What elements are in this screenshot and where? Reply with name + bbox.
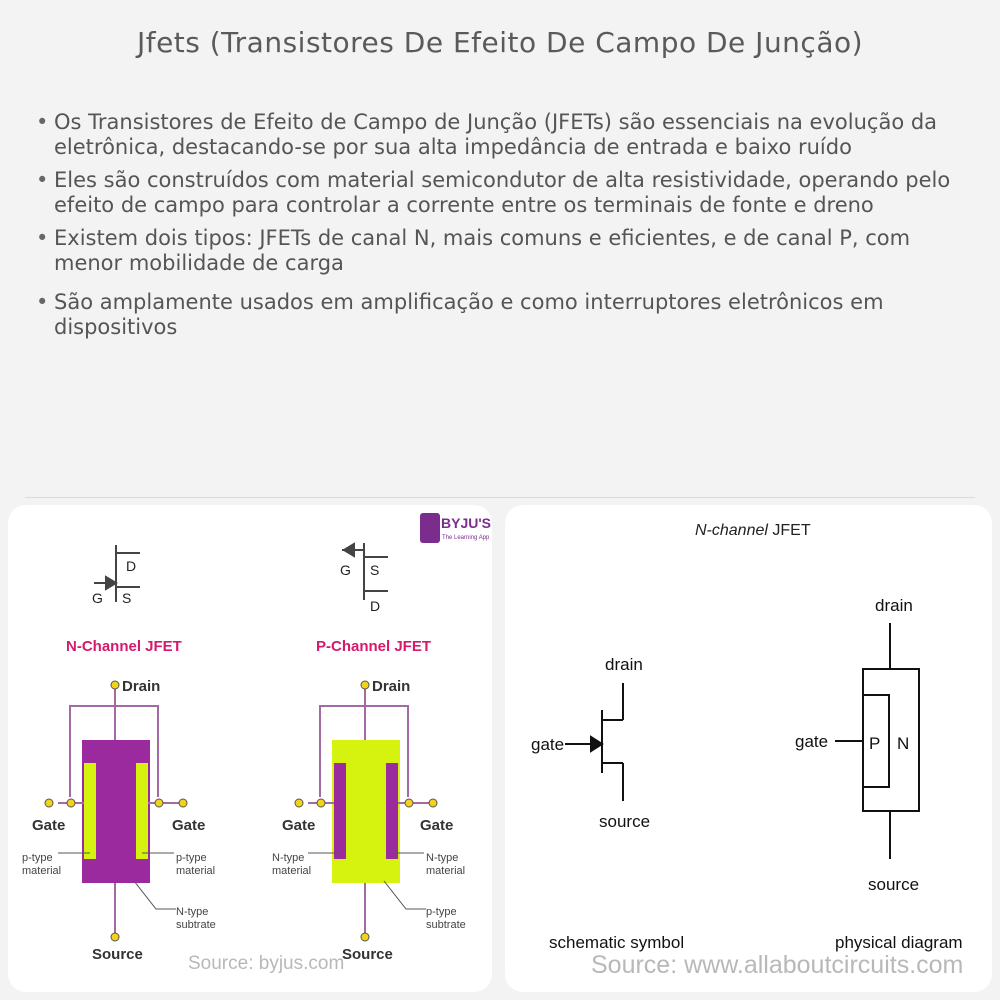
bullet-item: • Eles são construídos com material semicondutor de alta resistividade, operando pelo efeito de campo para controlar a corrente entre os terminais de fonte e dreno — [36, 168, 966, 218]
p-mat-left-1: N-type — [272, 852, 305, 864]
p-subtrate-2: subtrate — [426, 919, 466, 931]
p-symbol-g: G — [340, 562, 351, 578]
diagram-title-italic: N-channel — [695, 522, 768, 539]
p-mat-right-1: N-type — [426, 852, 459, 864]
physical-p-label: P — [869, 734, 881, 753]
n-symbol-g: G — [92, 590, 103, 606]
source-credit-left: Source: byjus.com — [188, 953, 345, 974]
n-channel-structure — [45, 681, 187, 941]
jfet-types-image — [8, 505, 492, 992]
n-channel-jfet-diagram — [505, 505, 992, 992]
n-mat-left-2: material — [22, 865, 62, 877]
n-subtrate-1: N-type — [176, 906, 209, 918]
physical-n-label: N — [897, 734, 910, 753]
n-gate-right-label: Gate — [172, 817, 206, 834]
schematic-drain-label: drain — [605, 655, 643, 674]
page-title: Jfets (Transistores De Efeito De Campo De Junção) — [136, 26, 864, 59]
p-drain-label: Drain — [372, 678, 411, 695]
n-channel-title: N-Channel JFET — [66, 638, 182, 655]
p-gate-right-label: Gate — [420, 817, 454, 834]
diagram-title-rest: JFET — [767, 522, 811, 539]
logo-subtext: The Learning App — [442, 535, 490, 541]
p-channel-title: P-Channel JFET — [316, 638, 432, 655]
p-mat-left-2: material — [272, 865, 312, 877]
n-channel-jfet-image — [505, 505, 992, 992]
n-source-label: Source — [92, 946, 143, 963]
n-gate-left-label: Gate — [32, 817, 66, 834]
p-gate-left-label: Gate — [282, 817, 316, 834]
p-channel-structure — [295, 681, 437, 941]
schematic-gate-label: gate — [531, 735, 565, 754]
p-source-label: Source — [342, 946, 393, 963]
n-mat-left-1: p-type — [22, 852, 53, 864]
source-credit-right: Source: www.allaboutcircuits.com — [591, 951, 964, 979]
n-mat-right-2: material — [176, 865, 216, 877]
bullet-list — [36, 110, 966, 348]
byjus-logo-icon — [420, 513, 440, 543]
n-subtrate-2: subtrate — [176, 919, 216, 931]
caption-schematic: schematic symbol — [549, 933, 685, 952]
p-subtrate-1: p-type — [426, 906, 457, 918]
physical-gate-label: gate — [795, 732, 829, 751]
schematic-symbol — [565, 683, 623, 801]
p-symbol-s: S — [370, 562, 380, 578]
jfet-types-diagram — [8, 505, 492, 992]
bullet-item: • Os Transistores de Efeito de Campo de Junção (JFETs) são essenciais na evolução da eletrônica, destacando-se por sua alta impedância de entrada e baixo ruído — [36, 110, 966, 160]
diagram-title — [695, 522, 811, 539]
divider — [25, 497, 975, 498]
n-mat-right-1: p-type — [176, 852, 207, 864]
p-symbol-d: D — [370, 598, 381, 614]
p-mat-right-2: material — [426, 865, 466, 877]
n-drain-label: Drain — [122, 678, 161, 695]
physical-drain-label: drain — [875, 596, 913, 615]
physical-source-label: source — [868, 875, 920, 894]
schematic-source-label: source — [599, 812, 651, 831]
bullet-item: • Existem dois tipos: JFETs de canal N, mais comuns e eficientes, e de canal P, com menor mobilidade de carga — [36, 226, 966, 276]
logo-text: BYJU'S — [441, 515, 492, 531]
caption-physical: physical diagram — [835, 933, 963, 952]
n-symbol-d: D — [126, 558, 137, 574]
n-symbol-s: S — [122, 590, 132, 606]
bullet-item: • São amplamente usados em amplificação e como interruptores eletrônicos em dispositivos — [36, 290, 966, 340]
